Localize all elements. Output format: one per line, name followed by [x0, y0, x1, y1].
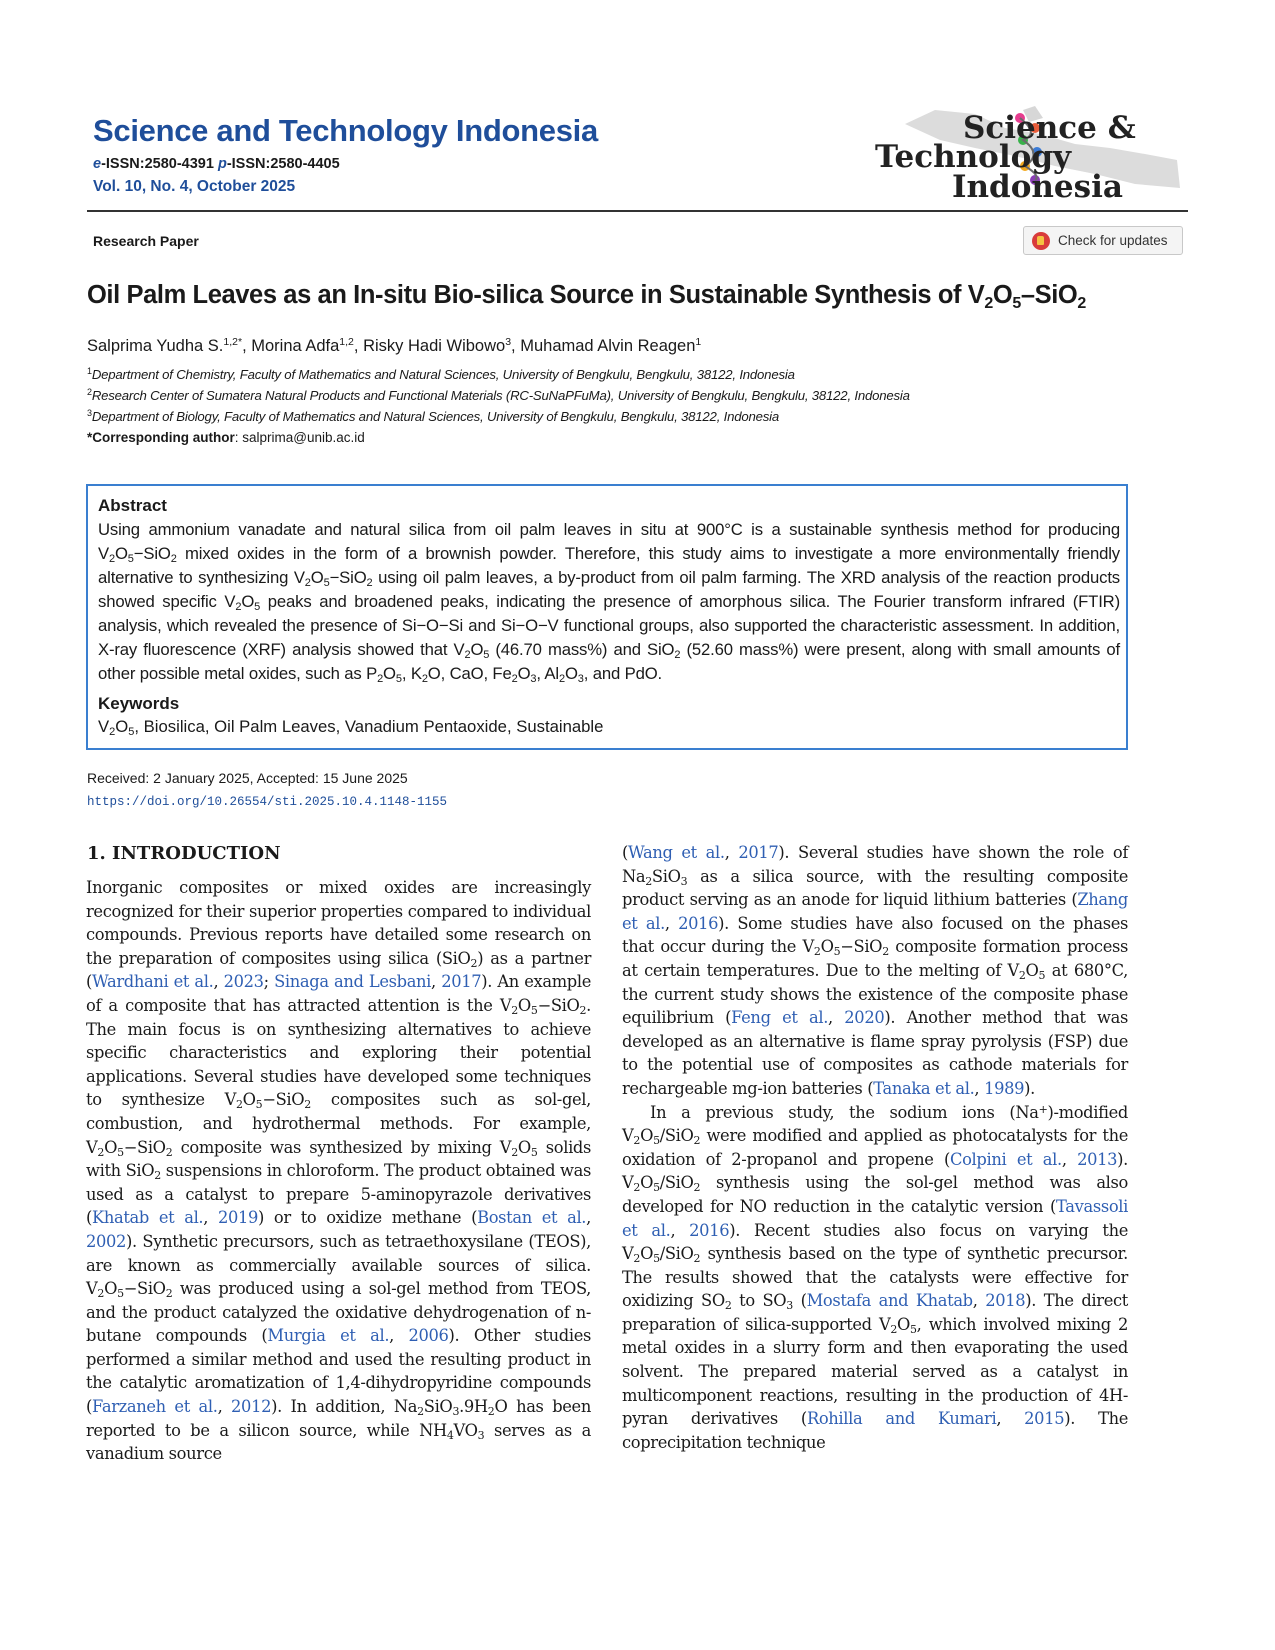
check-for-updates-button[interactable]	[1023, 226, 1183, 255]
received-dates: Received: 2 January 2025, Accepted: 15 June 2025	[87, 770, 408, 786]
paper-type: Research Paper	[93, 233, 199, 249]
logo-line2: Technology	[875, 139, 1072, 175]
affiliation-2: $^2$Research Center of Sumatera Natural Products and Functional Materials (RC-SuNaPFuMa), University of Bengkulu, Bengkulu, 38122, Indonesia	[87, 387, 910, 403]
citation-link[interactable]: Tavassoli et al.	[622, 1196, 1128, 1240]
header-divider	[87, 210, 1188, 212]
affiliation-3: $^3$Department of Biology, Faculty of Mathematics and Natural Sciences, University of Bengkulu, Bengkulu, 38122, Indonesia	[87, 408, 780, 424]
citation-link[interactable]: Khatab et al.	[92, 1208, 204, 1228]
citation-link[interactable]: Farzaneh et al.	[92, 1397, 218, 1417]
issn-line	[93, 156, 340, 172]
doi-link[interactable]: https://doi.org/10.26554/sti.2025.10.4.1148-1155	[87, 795, 448, 809]
intro-column-right: (Wang et al., 2017). Several studies have shown the role of $Na_2SiO_3$ as a silica source, with the resulting composite product serving as an anode for liquid lithium batteries (Zhang et al., 2016). Some studies have also focused on the phases that occur during the $V_2O_5-SiO_2$ composite formation process at certain temperatures. Due to the melting of $V_2O_5$ at 680°C, the current study shows the existence of the composite phase equilibrium (Feng et al., 2020). Another method that was developed as an alternative is flame spray pyrolysis (FSP) due to the potential use of composites as cathode materials for rechargeable mg-ion batteries (Tanaka et al., 1989). In a previous study, the sodium ions (Na+)-modified $V_2O_5/SiO_2$ were modified and applied as photocatalysts for the oxidation of 2-propanol and propene (Colpini et al., 2013). $V_2O_5/SiO_2$ synthesis using the sol-gel method was also developed for NO reduction in the catalytic version (Tavassoli et al., 2016). Recent studies also focus on varying the $V_2O_5/SiO_2$ synthesis based on the type of synthetic precursor. The results showed that the catalysts were effective for oxidizing $SO_2$ to $SO_3$ (Mostafa and Khatab, 2018). The direct preparation of silica-supported $V_2O_5$, which involved mixing 2 metal oxides in a slurry form and then evaporating the used solvent. The prepared material served as a catalyst in multicomponent reactions, resulting in the production of 4H-pyran derivatives (Rohilla and Kumari, 2015). The coprecipitation technique	[622, 843, 1129, 1452]
citation-link[interactable]: Mostafa and Khatab	[806, 1291, 973, 1311]
citation-link[interactable]: Wardhani et al.	[92, 972, 214, 992]
citation-link[interactable]: Murgia et al.	[267, 1326, 390, 1346]
citation-link[interactable]: Sinaga and Lesbani	[274, 972, 432, 992]
eissn: -ISSN:2580-4391	[101, 156, 218, 172]
pissn: -ISSN:2580-4405	[226, 156, 340, 172]
journal-logo	[875, 104, 1185, 208]
bookmark-icon	[1032, 232, 1050, 250]
keywords-text: $V_2O_5$, Biosilica, Oil Palm Leaves, Vanadium Pentaoxide, Sustainable	[98, 717, 604, 738]
intro-column-left: Inorganic composites or mixed oxides are increasingly recognized for their superior properties compared to individual compounds. Previous reports have detailed some research on the preparation of composites using silica (SiO$_2$) as a partner (Wardhani et al., 2023; Sinaga and Lesbani, 2017). An example of a composite that has attracted attention is the $V_2O_5-SiO_2$. The main focus is on synthesizing alternatives to achieve specific characteristics and exploring their potential applications. Several studies have developed some techniques to synthesize $V_2O_5-SiO_2$ composites such as sol-gel, combustion, and hydrothermal methods. For example, $V_2O_5-SiO_2$ composite was synthesized by mixing $V_2O_5$ solids with SiO$_2$ suspensions in chloroform. The product obtained was used as a catalyst to prepare 5-aminopyrazole derivatives (Khatab et al., 2019) or to oxidize methane (Bostan et al., 2002). Synthetic precursors, such as tetraethoxysilane (TEOS), are known as commercially available sources of silica. $V_2O_5-SiO_2$ was produced using a sol-gel method from TEOS, and the product catalyzed the oxidative dehydrogenation of n-butane compounds (Murgia et al., 2006). Other studies performed a similar method and used the resulting product in the catalytic aromatization of 1,4-dihydropyridine compounds (Farzaneh et al., 2012). In addition, $Na_2SiO_3.9H_2O$ has been reported to be a silicon source, while $NH_4VO_3$ serves as a vanadium source	[86, 878, 592, 1464]
citation-link[interactable]: Rohilla and Kumari	[806, 1409, 997, 1429]
abstract-text: Using ammonium vanadate and natural silica from oil palm leaves in situ at 900°C is a sustainable synthesis method for producing $V_2O_5-SiO_2$ mixed oxides in the form of a brownish powder. Therefore, this study aims to investigate a more environmentally friendly alternative to synthesizing $V_2O_5-SiO_2$ using oil palm leaves, a by-product from oil palm farming. The XRD analysis of the reaction products showed specific $V_2O_5$ peaks and broadened peaks, indicating the presence of amorphous silica. The Fourier transform infrared (FTIR) analysis, which revealed the presence of Si−O−Si and Si−O−V functional groups, also supported the characteristic assessment. In addition, X-ray fluorescence (XRF) analysis showed that $V_2O_5$ (46.70 mass%) and SiO$_2$ (52.60 mass%) were present, along with small amounts of other possible metal oxides, such as $P_2O_5$, $K_2O$, CaO, $Fe_2O_3$, $Al_2O_3$, and PdO.	[98, 520, 1120, 685]
citation-link[interactable]: Feng et al.	[731, 1008, 829, 1028]
article-title: Oil Palm Leaves as an In-situ Bio-silica Source in Sustainable Synthesis of $V_2O_5-SiO_2$	[87, 281, 1086, 312]
eissn-prefix: e	[93, 156, 102, 172]
citation-link[interactable]: Colpini et al.	[950, 1149, 1062, 1169]
logo-line1: Science &	[963, 110, 1136, 146]
author-list: Salprima Yudha S.$^{1,2*}$, Morina Adfa$^{1,2}$, Risky Hadi Wibowo$^3$, Muhamad Alvin Reagen$^1$	[87, 336, 702, 355]
affiliation-1: $^1$Department of Chemistry, Faculty of Mathematics and Natural Sciences, University of Bengkulu, Bengkulu, 38122, Indonesia	[87, 366, 795, 382]
abstract-heading: Abstract	[98, 496, 167, 515]
corresponding-author: *Corresponding author: salprima@unib.ac.id	[87, 430, 365, 445]
citation-link[interactable]: Wang et al.	[628, 843, 725, 862]
check-for-updates-label: Check for updates	[1058, 233, 1168, 248]
keywords-heading: Keywords	[98, 694, 180, 713]
journal-name: Science and Technology Indonesia	[93, 113, 598, 148]
logo-line3: Indonesia	[952, 169, 1123, 205]
corresponding-email[interactable]: : salprima@unib.ac.id	[234, 430, 365, 445]
citation-link[interactable]: Zhang et al.	[622, 890, 1128, 933]
citation-link[interactable]: Tanaka et al.	[873, 1078, 975, 1098]
section-heading: 1. INTRODUCTION	[87, 843, 281, 864]
citation-link[interactable]: Bostan et al.	[477, 1208, 587, 1228]
pissn-prefix: p	[217, 156, 227, 172]
volume-info: Vol. 10, No. 4, October 2025	[93, 178, 296, 195]
